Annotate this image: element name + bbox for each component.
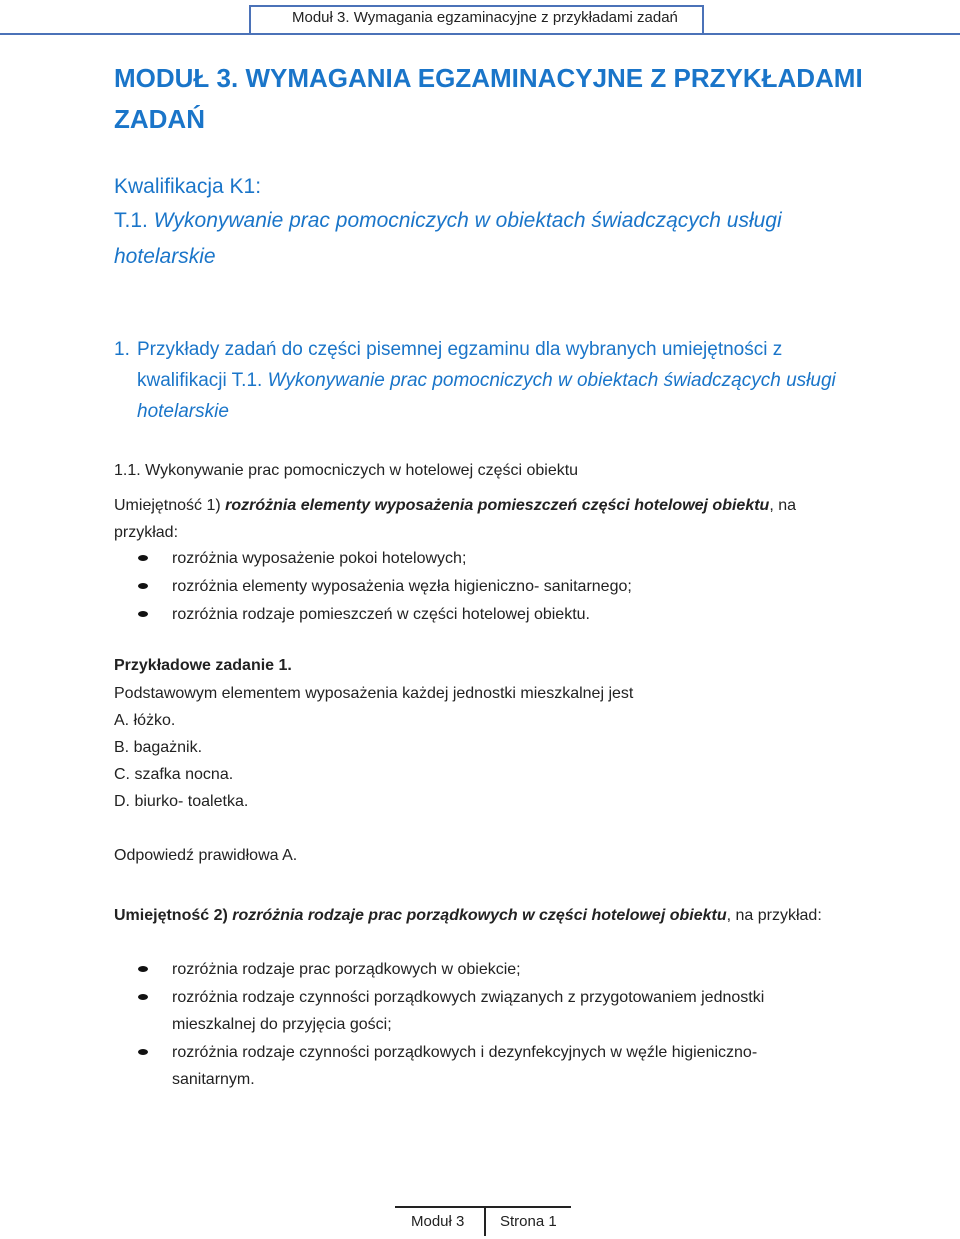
list-item: rozróżnia elementy wyposażenia węzła higieniczno- sanitarnego; — [138, 573, 838, 600]
section-italic: Wykonywanie prac pomocniczych w obiektach świadczących usługi hotelarskie — [137, 370, 836, 422]
footer-rule — [395, 1206, 571, 1208]
footer-module: Moduł 3 — [411, 1213, 465, 1230]
header-rule — [0, 33, 960, 35]
bullet-icon — [138, 555, 148, 561]
subsection-heading: 1.1. Wykonywanie prac pomocniczych w hotelowej części obiektu — [114, 462, 579, 479]
running-header: Moduł 3. Wymagania egzaminacyjne z przykładami zadań — [292, 9, 678, 26]
skill-1 — [114, 492, 854, 546]
list-item: rozróżnia rodzaje czynności porządkowych związanych z przygotowaniem jednostki mieszkalnej do przyjęcia gości; — [138, 984, 838, 1038]
qualification-name — [114, 203, 854, 275]
skill-1-italic: rozróżnia elementy wyposażenia pomieszczeń części hotelowej obiektu — [225, 497, 770, 514]
task-question: Podstawowym elementem wyposażenia każdej jednostki mieszkalnej jest — [114, 685, 634, 702]
skill-2-label: Umiejętność 2) — [114, 907, 228, 924]
footer-page-number: Strona 1 — [500, 1213, 557, 1230]
section-heading — [114, 334, 854, 427]
skill-1-label: Umiejętność 1) — [114, 497, 221, 514]
answer-option-a: A. łóżko. — [114, 712, 176, 729]
footer-divider — [484, 1206, 486, 1236]
bullet-icon — [138, 994, 148, 1000]
bullet-icon — [138, 1049, 148, 1055]
qualification-label: Kwalifikacja K1: — [114, 175, 262, 198]
page-title: MODUŁ 3. WYMAGANIA EGZAMINACYJNE Z PRZYKŁADAMI ZADAŃ — [114, 63, 863, 134]
answer-option-c: C. szafka nocna. — [114, 766, 234, 783]
skill-1-suffix: , na przykład: — [114, 497, 796, 541]
section-text: Przykłady zadań do części pisemnej egzaminu dla wybranych umiejętności z kwalifikacji T.1. — [137, 339, 783, 391]
skill-2-suffix: , na przykład: — [726, 907, 822, 924]
section-number: 1. — [114, 339, 130, 360]
skill-2 — [114, 902, 854, 929]
list-item: rozróżnia rodzaje czynności porządkowych i dezynfekcyjnych w węźle higieniczno-sanitarnym. — [138, 1039, 838, 1093]
list-item: rozróżnia rodzaje prac porządkowych w obiekcie; — [138, 956, 838, 983]
correct-answer: Odpowiedź prawidłowa A. — [114, 847, 298, 864]
task-heading: Przykładowe zadanie 1. — [114, 657, 292, 674]
list-item: rozróżnia wyposażenie pokoi hotelowych; — [138, 545, 838, 572]
skill-2-italic: rozróżnia rodzaje prac porządkowych w części hotelowej obiektu — [232, 907, 727, 924]
bullet-icon — [138, 583, 148, 589]
qualification-title: Wykonywanie prac pomocniczych w obiektach świadczących usługi hotelarskie — [114, 209, 782, 268]
answer-option-b: B. bagażnik. — [114, 739, 203, 756]
bullet-icon — [138, 611, 148, 617]
list-item: rozróżnia rodzaje pomieszczeń w części hotelowej obiektu. — [138, 601, 838, 628]
answer-option-d: D. biurko- toaletka. — [114, 793, 249, 810]
bullet-icon — [138, 966, 148, 972]
qualification-code: T.1. — [114, 209, 148, 232]
